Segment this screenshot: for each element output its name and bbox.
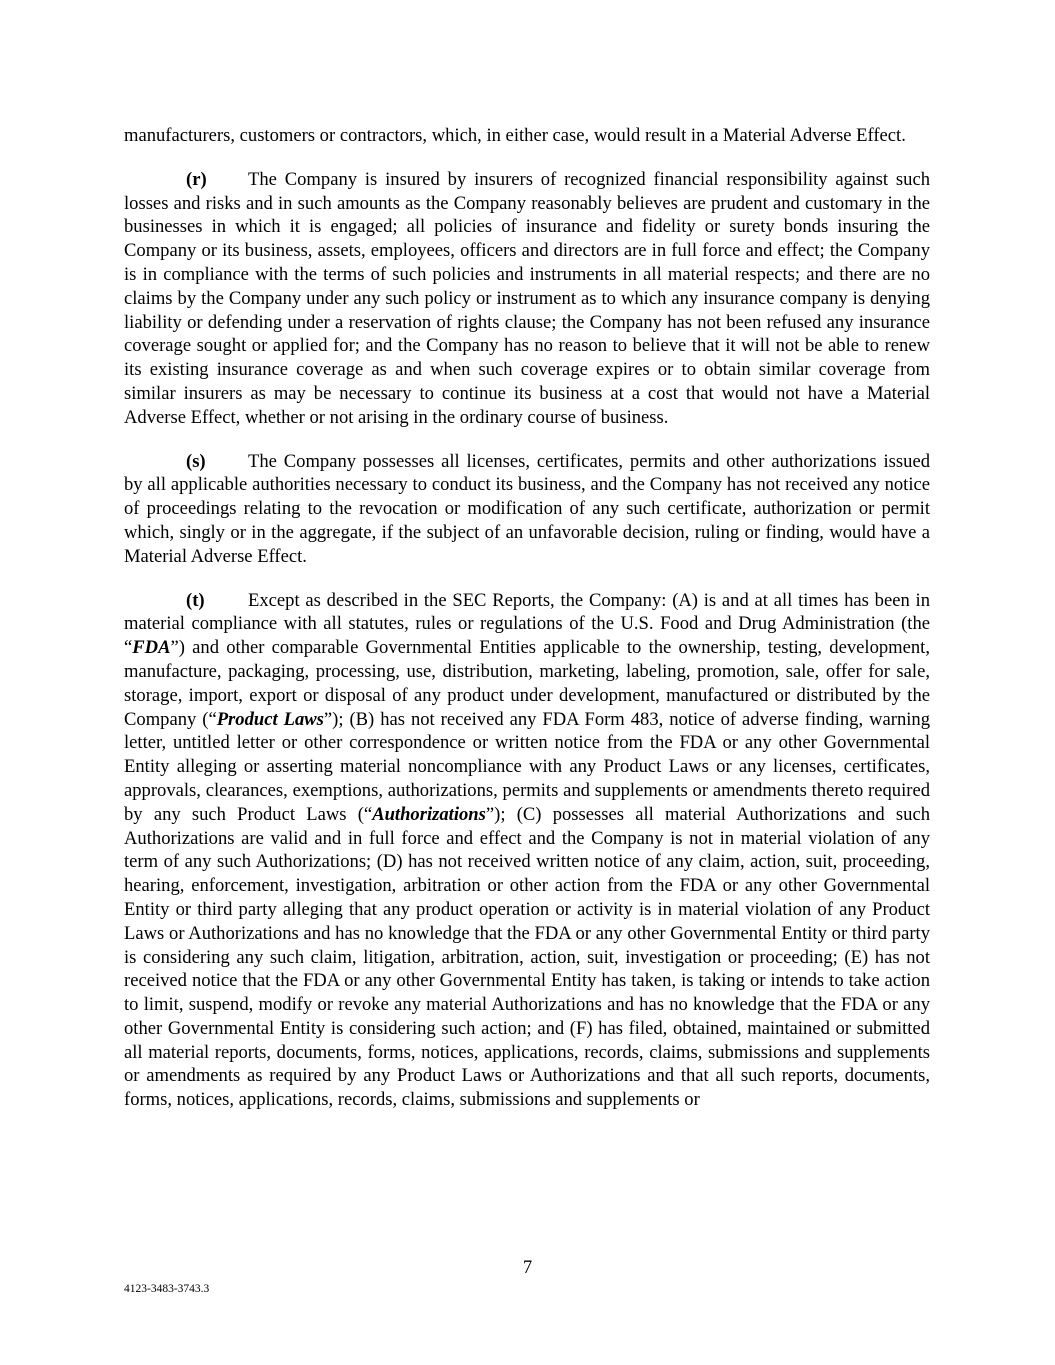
paragraph-r-label: (r)	[186, 168, 207, 190]
defined-term-fda: FDA	[132, 637, 171, 659]
paragraph-t-text-3: ”); (B) has not received any FDA Form 483, notice of adverse finding, warning letter, untitled letter or other correspondence or written notice from the FDA or any other Governmental Entity alleging or asserting material noncompliance with any Product Laws or any licenses, certificates, approvals, clearances, exemptions, authorizations, permits and supplements or amendments thereto required by any such Product Laws (“	[124, 708, 931, 825]
paragraph-s	[124, 450, 930, 569]
paragraph-t-label: (t)	[186, 589, 205, 611]
defined-term-authorizations: Authorizations	[372, 803, 486, 825]
defined-term-product-laws: Product Laws	[216, 708, 324, 730]
continuation-paragraph: manufacturers, customers or contractors, which, in either case, would result in a Material Adverse Effect.	[124, 125, 906, 146]
document-id: 4123-3483-3743.3	[124, 1283, 210, 1295]
paragraph-t-text-1: Except as described in the SEC Reports, the Company: (A) is and at all times has been in material compliance with all statutes, rules or regulations of the U.S. Food and Drug Administration (the “	[124, 589, 930, 659]
paragraph-r-text: The Company is insured by insurers of recognized financial responsibility against such losses and risks and in such amounts as the Company reasonably believes are prudent and customary in the businesses in which it is engaged; all policies of insurance and fidelity or surety bonds insuring the Company or its business, assets, employees, officers and directors are in full force and effect; the Company is in compliance with the terms of such policies and instruments in all material respects; and there are no claims by the Company under any such policy or instrument as to which any insurance company is denying liability or defending under a reservation of rights clause; the Company has not been refused any insurance coverage sought or applied for; and the Company has no reason to believe that it will not be able to renew its existing insurance coverage as and when such coverage expires or to obtain similar coverage from similar insurers as may be necessary to continue its business at a cost that would not have a Material Adverse Effect, whether or not arising in the ordinary course of business.	[124, 168, 930, 428]
paragraph-t-text-2: ”) and other comparable Governmental Entities applicable to the ownership, testing, development, manufacture, packaging, processing, use, distribution, marketing, labeling, promotion, sale, offer for sale, storage, import, export or disposal of any product under development, manufactured or distributed by the Company (“	[124, 637, 930, 730]
page-number: 7	[522, 1257, 533, 1278]
paragraph-t	[124, 589, 930, 1113]
paragraph-r	[124, 168, 930, 430]
paragraph-s-label: (s)	[186, 450, 206, 472]
document-body	[124, 124, 930, 1112]
paragraph-t-text-4: ”); (C) possesses all material Authorizations and such Authorizations are valid and in full force and effect and the Company is not in material violation of any term of any such Authorizations; (D) has not received written notice of any claim, action, suit, proceeding, hearing, enforcement, investigation, arbitration or other action from the FDA or any other Governmental Entity or third party alleging that any product operation or activity is in material violation of any Product Laws or Authorizations and has no knowledge that the FDA or any other Governmental Entity or third party is considering any such claim, litigation, arbitration, action, suit, investigation or proceeding; (E) has not received notice that the FDA or any other Governmental Entity has taken, is taking or intends to take action to limit, suspend, modify or revoke any material Authorizations and has no knowledge that the FDA or any other Governmental Entity is considering such action; and (F) has filed, obtained, maintained or submitted all material reports, documents, forms, notices, applications, records, claims, submissions and supplements or amendments as required by any Product Laws or Authorizations and that all such reports, documents, forms, notices, applications, records, claims, submissions and supplements or	[124, 803, 930, 1111]
paragraph-s-text: The Company possesses all licenses, certificates, permits and other authorizations issued by all applicable authorities necessary to conduct its business, and the Company has not received any notice of proceedings relating to the revocation or modification of any such certificate, authorization or permit which, singly or in the aggregate, if the subject of an unfavorable decision, ruling or finding, would have a Material Adverse Effect.	[124, 450, 930, 567]
